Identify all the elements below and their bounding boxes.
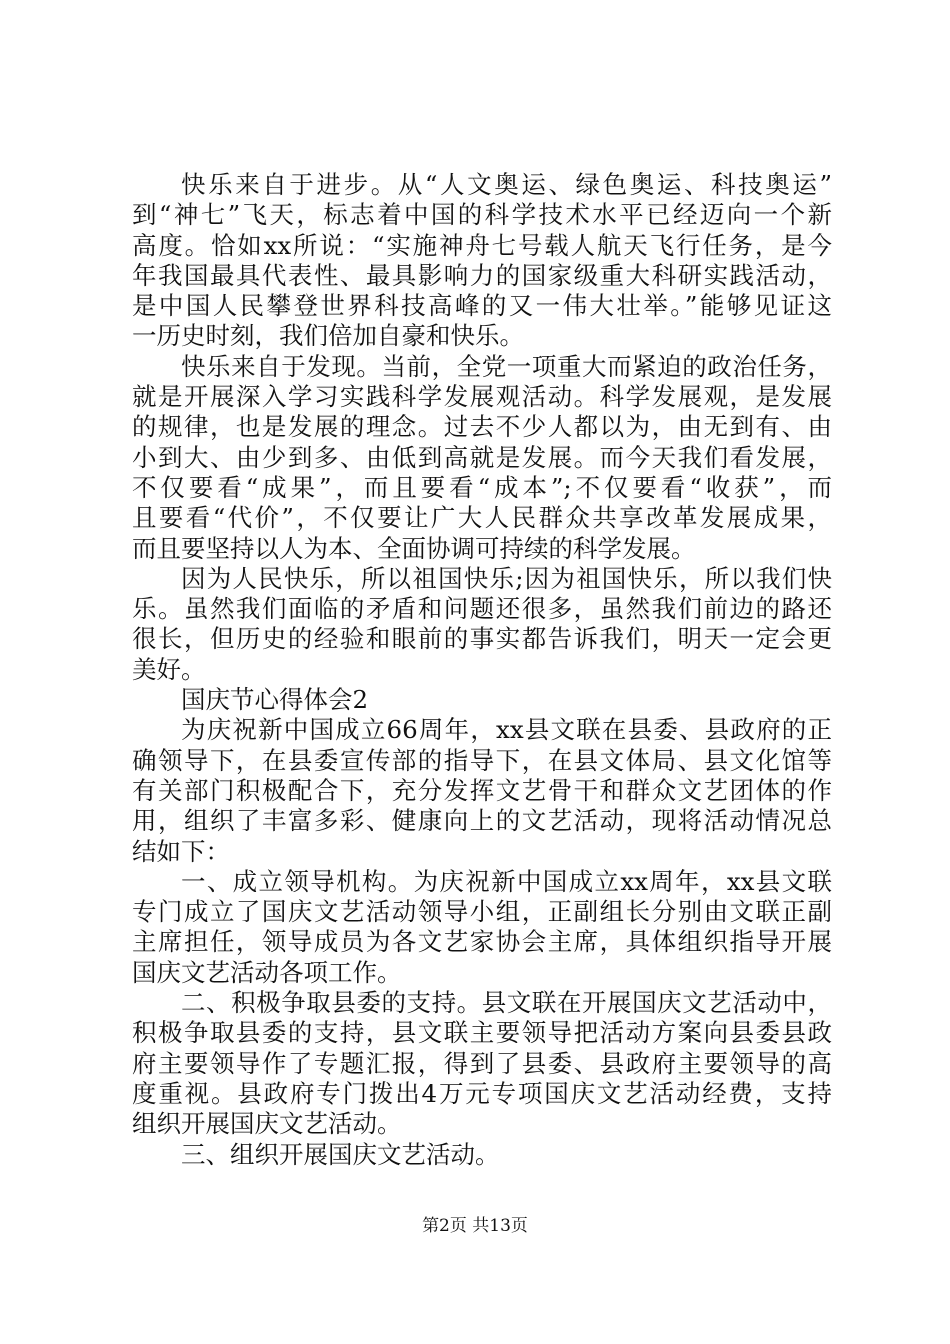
text-line: 二、积极争取县委的支持。县文联在开展国庆文艺活动中， bbox=[181, 988, 832, 1018]
text-line: 确领导下，在县委宣传部的指导下，在县文体局、县文化馆等 bbox=[132, 745, 832, 775]
text-line: 国庆节心得体会2 bbox=[181, 685, 369, 715]
text-line: 专门成立了国庆文艺活动领导小组，正副组长分别由文联正副 bbox=[132, 897, 832, 927]
text-line: 且要看“代价”，不仅要让广大人民群众共享改革发展成果， bbox=[132, 503, 832, 533]
text-line: 积极争取县委的支持，县文联主要领导把活动方案向县委县政 bbox=[132, 1018, 832, 1048]
text-line: 为庆祝新中国成立66周年，xx县文联在县委、县政府的正 bbox=[181, 715, 832, 745]
text-line: 高度。恰如xx所说：“实施神舟七号载人航天飞行任务，是今 bbox=[132, 230, 832, 260]
text-line: 美好。 bbox=[132, 654, 206, 684]
text-line: 的规律，也是发展的理念。过去不少人都以为，由无到有、由 bbox=[132, 412, 832, 442]
text-line: 结如下： bbox=[132, 836, 230, 866]
text-line: 快乐来自于发现。当前，全党一项重大而紧迫的政治任务， bbox=[181, 351, 832, 381]
text-line: 一历史时刻，我们倍加自豪和快乐。 bbox=[132, 321, 524, 351]
text-line: 度重视。县政府专门拨出4万元专项国庆文艺活动经费，支持 bbox=[132, 1078, 832, 1108]
text-line: 组织开展国庆文艺活动。 bbox=[132, 1109, 402, 1139]
text-line: 很长，但历史的经验和眼前的事实都告诉我们，明天一定会更 bbox=[132, 624, 832, 654]
text-line: 是中国人民攀登世界科技高峰的又一伟大壮举。”能够见证这 bbox=[132, 291, 832, 321]
text-line: 而且要坚持以人为本、全面协调可持续的科学发展。 bbox=[132, 533, 696, 563]
text-line: 因为人民快乐，所以祖国快乐;因为祖国快乐，所以我们快 bbox=[181, 563, 832, 593]
text-line: 年我国最具代表性、最具影响力的国家级重大科研实践活动， bbox=[132, 260, 832, 290]
text-line: 小到大、由少到多、由低到高就是发展。而今天我们看发展， bbox=[132, 442, 832, 472]
text-line: 府主要领导作了专题汇报，得到了县委、县政府主要领导的高 bbox=[132, 1048, 832, 1078]
text-line: 不仅要看“成果”，而且要看“成本”;不仅要看“收获”，而 bbox=[132, 472, 832, 502]
page-footer bbox=[0, 1215, 950, 1237]
text-line: 有关部门积极配合下，充分发挥文艺骨干和群众文艺团体的作 bbox=[132, 775, 832, 805]
text-line: 乐。虽然我们面临的矛盾和问题还很多，虽然我们前边的路还 bbox=[132, 594, 832, 624]
document-body bbox=[132, 170, 832, 1170]
text-line: 到“神七”飞天，标志着中国的科学技术水平已经迈向一个新 bbox=[132, 200, 832, 230]
text-line: 就是开展深入学习实践科学发展观活动。科学发展观，是发展 bbox=[132, 382, 832, 412]
page-number-label: 第2页 共13页 bbox=[422, 1216, 528, 1236]
text-line: 用，组织了丰富多彩、健康向上的文艺活动，现将活动情况总 bbox=[132, 806, 832, 836]
text-line: 主席担任，领导成员为各文艺家协会主席，具体组织指导开展 bbox=[132, 927, 832, 957]
text-line: 一、成立领导机构。为庆祝新中国成立xx周年，xx县文联 bbox=[181, 866, 832, 896]
text-line: 快乐来自于进步。从“人文奥运、绿色奥运、科技奥运” bbox=[181, 170, 832, 199]
text-line: 国庆文艺活动各项工作。 bbox=[132, 957, 402, 987]
text-line: 三、组织开展国庆文艺活动。 bbox=[181, 1139, 500, 1169]
